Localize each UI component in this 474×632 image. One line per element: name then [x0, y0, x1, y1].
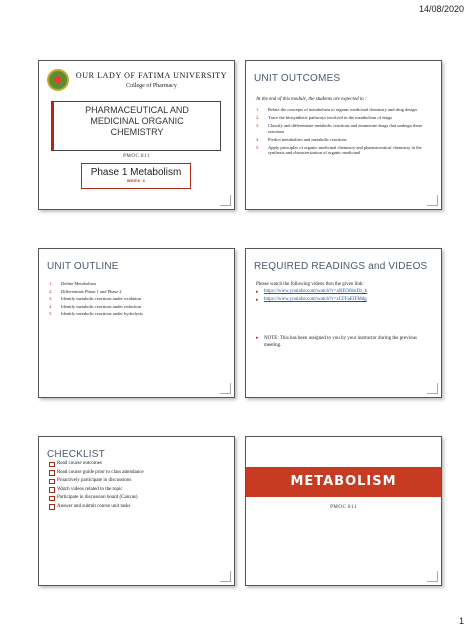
- readings-intro: Please watch the following videos thru the given link:: [256, 282, 364, 287]
- slide-heading: UNIT OUTCOMES: [254, 73, 341, 84]
- course-title-line: PHARMACEUTICAL AND: [85, 105, 189, 115]
- course-code: PMOC 811: [123, 154, 150, 159]
- video-links: [256, 289, 367, 305]
- slide-metabolism: [245, 436, 442, 586]
- checklist-item: Proactively participate in discussions: [49, 478, 144, 483]
- assignment-note: ▸ NOTE: This has been assigned to you by your instructor during the previous meeting.: [256, 335, 434, 349]
- course-title-line: CHEMISTRY: [110, 127, 164, 137]
- slide-corner: [427, 383, 438, 394]
- college-name: College of Pharmacy: [126, 83, 177, 89]
- slide-corner: [427, 195, 438, 206]
- checklist-item: Answer and submit course unit tasks: [49, 504, 144, 509]
- print-date: 14/08/2020: [418, 4, 464, 14]
- phase-title: Phase 1 Metabolism: [90, 167, 182, 178]
- phase-box: [81, 163, 191, 189]
- list-item: 1. Relate the concepts of metabolism to organic medicinal chemistry and drug design: [256, 107, 417, 112]
- section-title: METABOLISM: [290, 474, 397, 489]
- list-item: 4. Predict metabolites and metabolic reactions: [256, 136, 347, 142]
- list-item: 1. Define Metabolism: [49, 281, 96, 286]
- week-label: WEEK 4: [126, 178, 146, 183]
- university-logo-icon: [47, 69, 69, 91]
- outcomes-intro: At the end of this module, the students are expected to :: [256, 97, 367, 102]
- list-item: 5. Apply principles of organic medicinal chemistry and pharmaceutical chemistry in the synthesis and characterization of organic medicinal: [256, 144, 422, 155]
- slide-title: [38, 60, 235, 210]
- video-link[interactable]: ▸ https://www.youtube.com/watch?v=zCFFaEIFMdg: [256, 297, 367, 302]
- slide-corner: [220, 571, 231, 582]
- slide-heading: REQUIRED READINGS and VIDEOS: [254, 261, 428, 272]
- slide-corner: [427, 571, 438, 582]
- slide-unit-outline: [38, 248, 235, 398]
- university-name: OUR LADY OF FATIMA UNIVERSITY: [75, 71, 228, 80]
- slide-unit-outcomes: [245, 60, 442, 210]
- slide-checklist: [38, 436, 235, 586]
- course-code: PMOC 811: [330, 505, 357, 510]
- slide-readings: [245, 248, 442, 398]
- checklist-item: Participate in discussion board (Canvas): [49, 495, 144, 500]
- list-item: 5. Identify metabolic reactions under hydrolysis: [49, 311, 143, 316]
- list-item: 3. Classify and differentiate metabolic reactions and enumerate drugs that undergo these reactions: [256, 123, 423, 134]
- checklist-item: Watch videos related to the topic: [49, 487, 144, 492]
- checklist-item: Read course outcomes: [49, 461, 144, 466]
- course-title-box: [51, 101, 221, 151]
- outline-list: [49, 281, 224, 319]
- checklist-item: Read course guide prior to class attendance: [49, 470, 144, 475]
- slide-heading: UNIT OUTLINE: [47, 261, 119, 272]
- list-item: 4. Identify metabolic reactions under reduction: [49, 303, 141, 309]
- video-link[interactable]: ▸ https://www.youtube.com/watch?v=aNEO6bnDz_k: [256, 289, 367, 294]
- slide-corner: [220, 383, 231, 394]
- slide-heading: CHECKLIST: [47, 449, 105, 460]
- checklist: [49, 461, 144, 513]
- list-item: 3. Identify metabolic reactions under oxidation: [49, 296, 141, 301]
- page-number: 1: [458, 616, 464, 626]
- list-item: 2. Differentiate Phase 1 and Phase 2: [49, 288, 122, 294]
- course-title-line: MEDICINAL ORGANIC: [90, 116, 184, 126]
- list-item: 2. Trace the biosynthetic pathways involved in the metabolism of drugs: [256, 115, 393, 120]
- slide-corner: [220, 195, 231, 206]
- outcomes-list: [256, 107, 431, 158]
